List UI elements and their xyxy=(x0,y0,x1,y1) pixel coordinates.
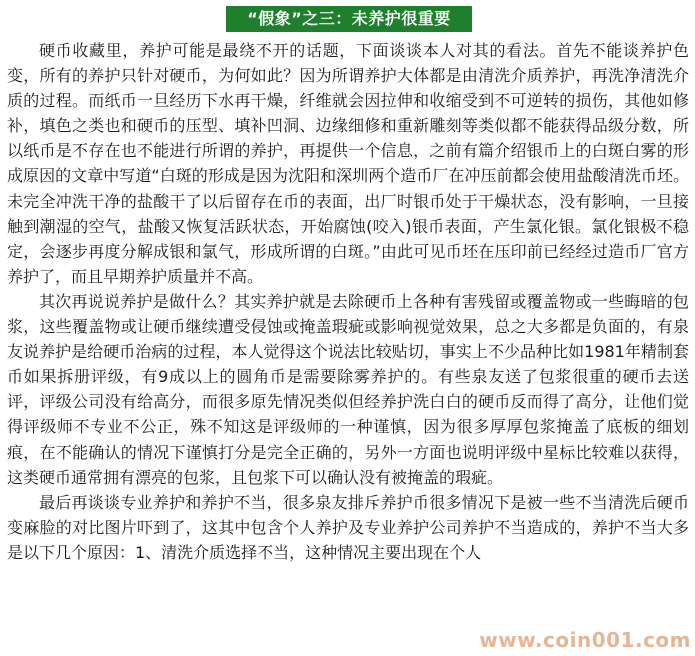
paragraph-2: 其次再说说养护是做什么？其实养护就是去除硬币上各种有害残留或覆盖物或一些晦暗的包浆，这些覆盖物或让硬币继续遭受侵蚀或掩盖瑕疵或影响视觉效果，总之大多都是负面的，有泉友说养护是给硬币治病的过程，本人觉得这个说法比较贴切，事实上不少品种比如1981年精制套币如果拆册评级，有9成以上的圆角币是需要除雾养护的。有些泉友送了包浆很重的硬币去送评，评级公司没有给高分，而很多原先情况类似但经养护洗白白的硬币反而得了高分，让他们觉得评级师不专业不公正，殊不知这是评级师的一种谨慎，因为很多厚厚包浆掩盖了底板的细划痕，在不能确认的情况下谨慎打分是完全正确的，另外一方面也说明评级中星标比较难以获得，这类硬币通常拥有漂亮的包浆，且包浆下可以确认没有被掩盖的瑕疵。 xyxy=(7,291,689,487)
paragraph-3: 最后再谈谈专业养护和养护不当，很多泉友排斥养护币很多情况下是被一些不当清洗后硬币变麻脸的对比图片吓到了，这其中包含个人养护及专业养护公司养护不当造成的，养护不当大多是以下几个原因：1、清洗介质选择不当，这种情况主要出现在个人 xyxy=(7,492,689,562)
section-title: “假象”之三：未养护很重要 xyxy=(226,6,472,32)
paragraph-1: 硬币收藏里，养护可能是最绕不开的话题，下面谈谈本人对其的看法。首先不能谈养护色变，所有的养护只针对硬币，为何如此？因为所谓养护大体都是由清洗介质养护，再洗净清洗介质的过程。而纸币一旦经历下水再干燥，纤维就会因拉伸和收缩受到不可逆转的损伤，其他如修补，填色之类也和硬币的压型、填补凹洞、边缘细修和重新雕刻等类似都不能获得品级分数，所以纸币是不存在也不能进行所谓的养护，再提供一个信息，之前有篇介绍银币上的白斑白雾的形成原因的文章中写道“白斑的形成是因为沈阳和深圳两个造币厂在冲压前都会使用盐酸清洗币坯。未完全冲洗干净的盐酸干了以后留存在币的表面，出厂时银币处于干燥状态，没有影响，一旦接触到潮湿的空气，盐酸又恢复活跃状态，开始腐蚀(咬入)银币表面，产生氯化银。氯化银极不稳定，会逐步再度分解成银和氯气，形成所谓的白斑。”由此可见币坯在压印前已经经过造币厂官方养护了，而且早期养护质量并不高。 xyxy=(7,41,689,286)
article-body xyxy=(7,38,689,565)
site-watermark: www.coin001.com xyxy=(479,628,691,652)
